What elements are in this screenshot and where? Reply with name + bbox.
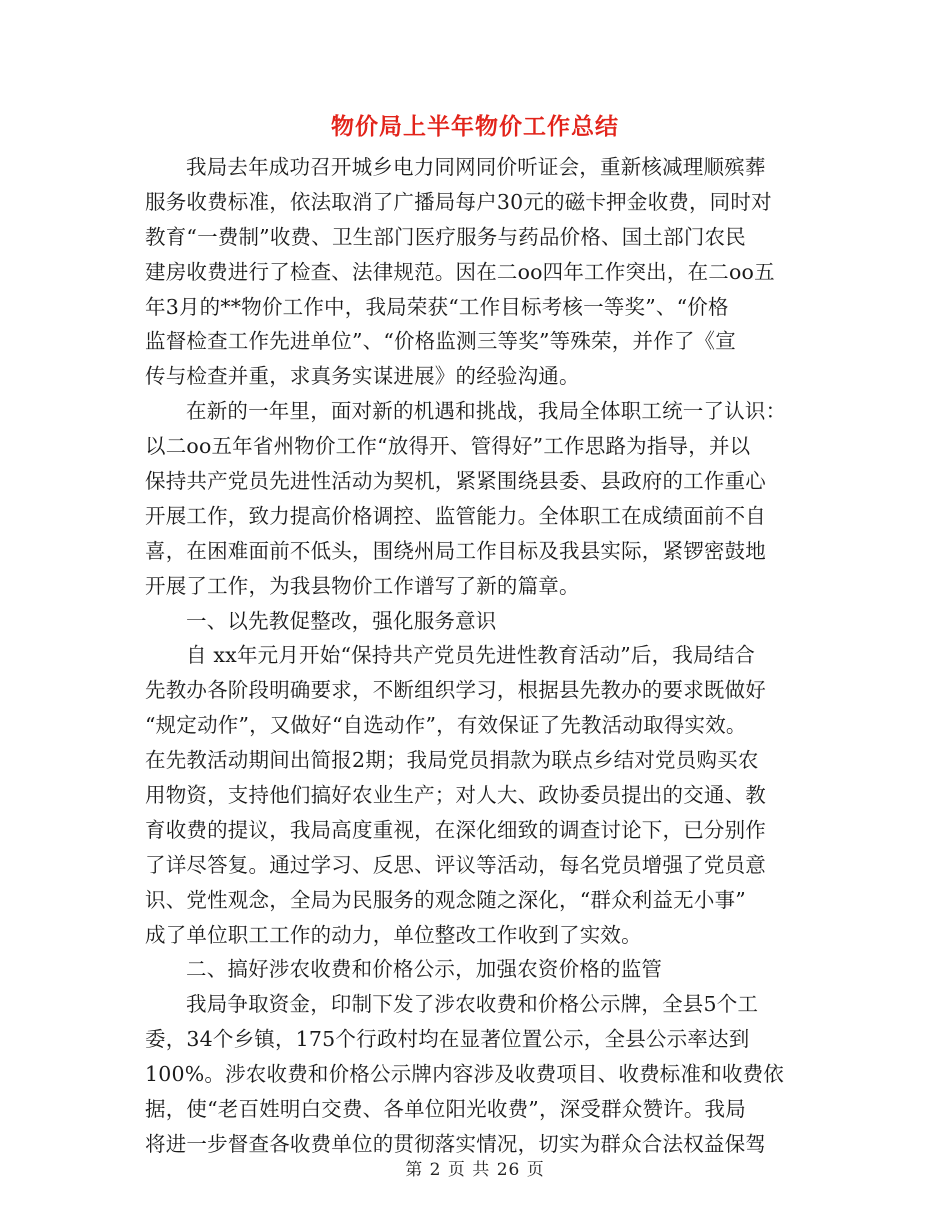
text-line: 委，34个乡镇，175个行政村均在显著位置公示，全县公示率达到 <box>145 1027 750 1052</box>
document-body <box>145 150 825 1162</box>
text-line: 建房收费进行了检查、法律规范。因在二oo四年工作突出，在二oo五 <box>145 259 775 284</box>
text-line: 在新的一年里，面对新的机遇和挑战，我局全体职工统一了认识： <box>186 399 787 424</box>
text-line: 据，使“老百姓明白交费、各单位阳光收费”，深受群众赞许。我局 <box>145 1097 746 1122</box>
text-line: 监督检查工作先进单位”、“价格监测三等奖”等殊荣，并作了《宣 <box>145 329 736 354</box>
text-line: 用物资，支持他们搞好农业生产；对人大、政协委员提出的交通、教 <box>145 783 766 808</box>
text-line: 开展工作，致力提高价格调控、监管能力。全体职工在成绩面前不自 <box>145 503 766 528</box>
text-line: 开展了工作，为我县物价工作谱写了新的篇章。 <box>145 573 580 598</box>
text-line: 年3月的**物价工作中，我局荣获“工作目标考核一等奖”、“价格 <box>145 294 729 319</box>
text-line: 喜，在困难面前不低头，围绕州局工作目标及我县实际，紧锣密鼓地 <box>145 538 766 563</box>
text-line: “规定动作”，又做好“自选动作”，有效保证了先教活动取得实效。 <box>145 713 747 738</box>
text-line: 服务收费标准，依法取消了广播局每户30元的磁卡押金收费，同时对 <box>145 189 772 214</box>
text-line: 自 xx年元月开始“保持共产党员先进性教育活动”后，我局结合 <box>186 643 756 668</box>
text-line: 以二oo五年省州物价工作“放得开、管得好”工作思路为指导，并以 <box>145 434 751 459</box>
section-heading: 二、搞好涉农收费和价格公示，加强农资价格的监管 <box>186 957 663 982</box>
page-footer: 第 2 页 共 26 页 <box>405 1160 545 1180</box>
text-line: 我局去年成功召开城乡电力同网同价听证会，重新核减理顺殡葬 <box>186 155 766 179</box>
text-line: 在先教活动期间出简报2期；我局党员捐款为联点乡结对党员购买农 <box>145 748 759 773</box>
section-heading: 一、以先教促整改，强化服务意识 <box>186 608 497 633</box>
text-line: 教育“一费制”收费、卫生部门医疗服务与药品价格、国土部门农民 <box>145 224 746 249</box>
text-line: 将进一步督查各收费单位的贯彻落实情况，切实为群众合法权益保驾 <box>145 1131 766 1156</box>
text-line: 我局争取资金，印制下发了涉农收费和价格公示牌，全县5个工 <box>186 992 759 1017</box>
text-line: 100%。涉农收费和价格公示牌内容涉及收费项目、收费标准和收费依 <box>145 1062 785 1087</box>
text-line: 了详尽答复。通过学习、反思、评议等活动，每名党员增强了党员意 <box>145 852 766 877</box>
text-line: 识、党性观念，全局为民服务的观念随之深化，“群众利益无小事” <box>145 887 746 912</box>
document-title: 物价局上半年物价工作总结 <box>331 113 619 140</box>
text-line: 传与检查并重，求真务实谋进展》的经验沟通。 <box>145 364 580 389</box>
text-line: 保持共产党员先进性活动为契机，紧紧围绕县委、县政府的工作重心 <box>145 469 766 494</box>
text-line: 先教办各阶段明确要求，不断组织学习，根据县先教办的要求既做好 <box>145 678 766 703</box>
text-line: 成了单位职工工作的动力，单位整改工作收到了实效。 <box>145 922 642 947</box>
text-line: 育收费的提议，我局高度重视，在深化细致的调查讨论下，已分别作 <box>145 817 766 842</box>
